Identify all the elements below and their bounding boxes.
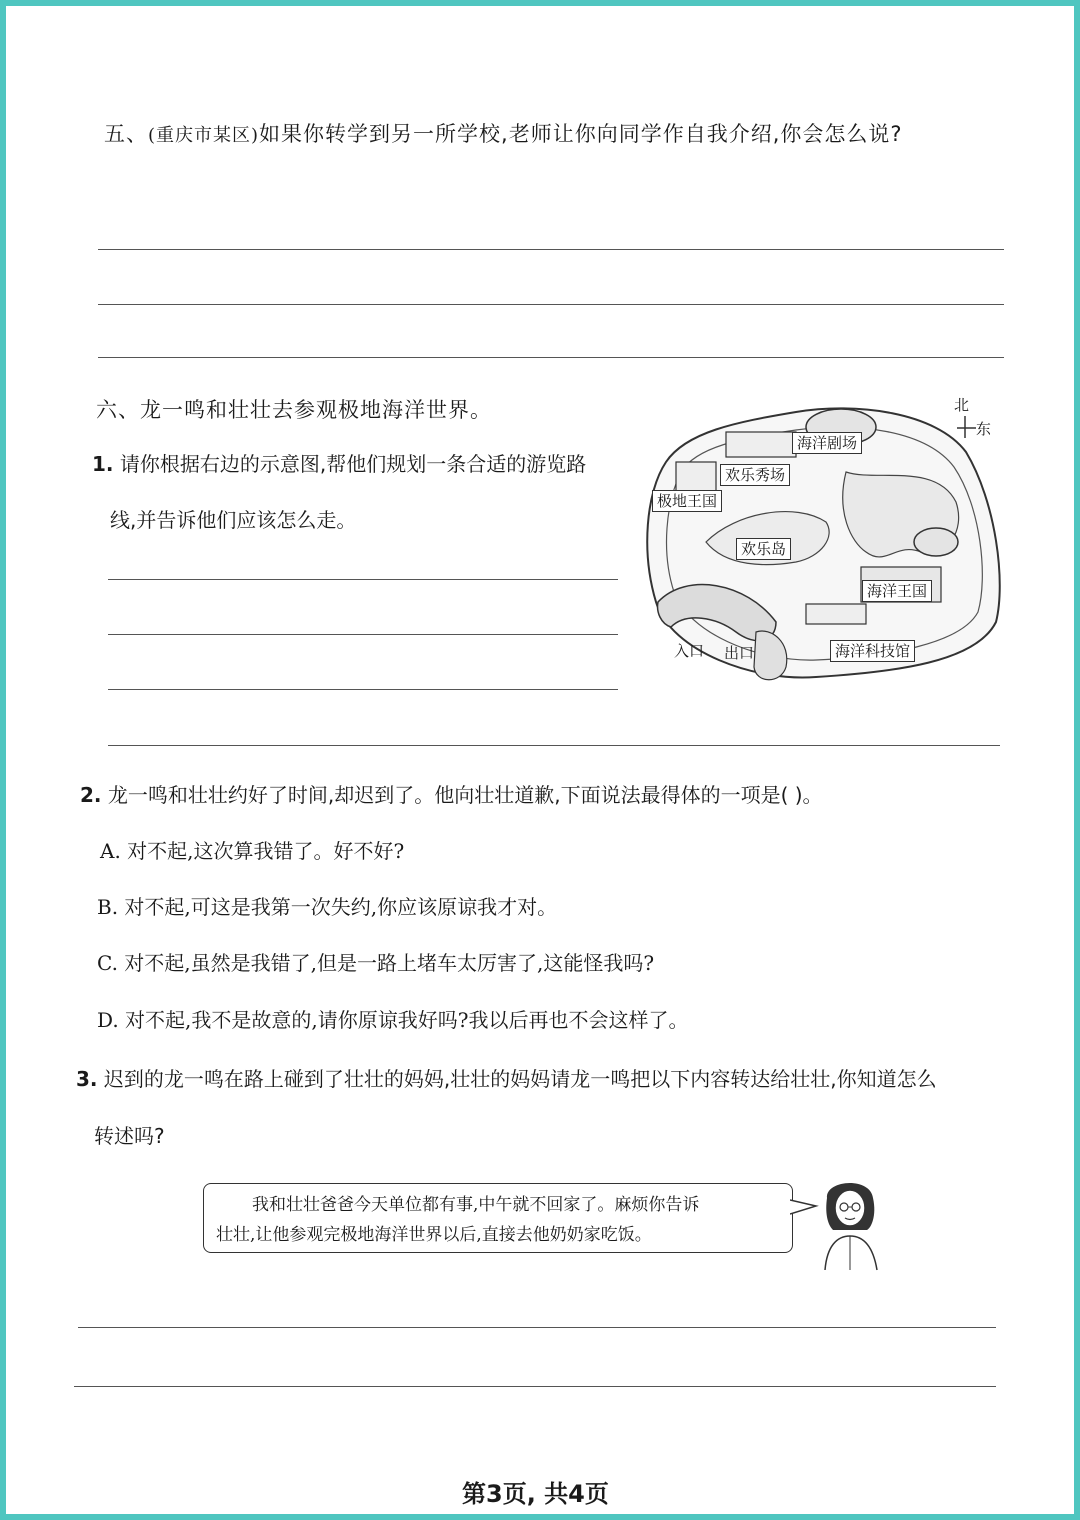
map-label-ocean-museum: 海洋科技馆 — [830, 640, 915, 662]
option-a[interactable]: A. 对不起,这次算我错了。好不好? — [100, 839, 405, 863]
q6-sub1-line2: 线,并告诉他们应该怎么走。 — [110, 508, 357, 532]
page-number: 第3页, 共4页 — [462, 1480, 609, 1508]
answer-line[interactable] — [98, 304, 1004, 305]
map-label-ocean-theater: 海洋剧场 — [792, 432, 862, 454]
q6-sub2-number: 2. — [80, 783, 102, 807]
q6-sub3-line2: 转述吗? — [94, 1124, 165, 1148]
q5-source: (重庆市某区) — [148, 125, 260, 146]
q5-label: 五、 — [104, 122, 148, 146]
option-d[interactable]: D. 对不起,我不是故意的,请你原谅我好吗?我以后再也不会这样了。 — [97, 1008, 689, 1032]
answer-line[interactable] — [74, 1386, 996, 1387]
speech-bubble — [203, 1183, 793, 1253]
option-b[interactable]: B. 对不起,可这是我第一次失约,你应该原谅我才对。 — [97, 895, 558, 919]
answer-line[interactable] — [78, 1327, 996, 1328]
q5-heading — [104, 118, 903, 148]
answer-line[interactable] — [108, 745, 1000, 746]
map-label-fun-island: 欢乐岛 — [736, 538, 791, 560]
answer-line[interactable] — [98, 357, 1004, 358]
q6-sub1-text: 请你根据右边的示意图,帮他们规划一条合适的游览路 — [119, 452, 587, 476]
q6-sub1-number: 1. — [92, 452, 114, 476]
map-label-entrance: 入口 — [674, 642, 705, 660]
mother-illustration-icon — [815, 1176, 885, 1272]
map-label-exit: 出口 — [724, 644, 755, 662]
q6-sub3-line1 — [76, 1063, 937, 1092]
answer-line[interactable] — [108, 689, 618, 690]
map-label-fun-show: 欢乐秀场 — [720, 464, 790, 486]
q6-heading: 六、龙一鸣和壮壮去参观极地海洋世界。 — [96, 398, 492, 422]
q6-sub1-line1 — [92, 448, 586, 477]
compass-north-label: 北 — [954, 396, 970, 414]
park-map — [636, 392, 1006, 692]
map-label-ocean-kingdom: 海洋王国 — [862, 580, 932, 602]
compass-east-label: 东 — [976, 420, 992, 438]
q6-sub3-number: 3. — [76, 1067, 98, 1091]
q5-text: 如果你转学到另一所学校,老师让你向同学作自我介绍,你会怎么说? — [259, 122, 903, 146]
map-label-polar-kingdom: 极地王国 — [652, 490, 722, 512]
q6-sub2-text: 龙一鸣和壮壮约好了时间,却迟到了。他向壮壮道歉,下面说法最得体的一项是( )。 — [107, 783, 823, 807]
compass-arrows-icon — [956, 414, 978, 440]
answer-line[interactable] — [108, 579, 618, 580]
option-c[interactable]: C. 对不起,虽然是我错了,但是一路上堵车太厉害了,这能怪我吗? — [97, 951, 655, 975]
answer-line[interactable] — [98, 249, 1004, 250]
q6-sub2-line — [80, 779, 823, 808]
speech-bubble-line1: 我和壮壮爸爸今天单位都有事,中午就不回家了。麻烦你告诉 — [252, 1195, 700, 1215]
answer-line[interactable] — [108, 634, 618, 635]
speech-bubble-line2: 壮壮,让他参观完极地海洋世界以后,直接去他奶奶家吃饭。 — [216, 1225, 652, 1245]
q6-sub3-text: 迟到的龙一鸣在路上碰到了壮壮的妈妈,壮壮的妈妈请龙一鸣把以下内容转达给壮壮,你知道怎么 — [103, 1067, 937, 1091]
